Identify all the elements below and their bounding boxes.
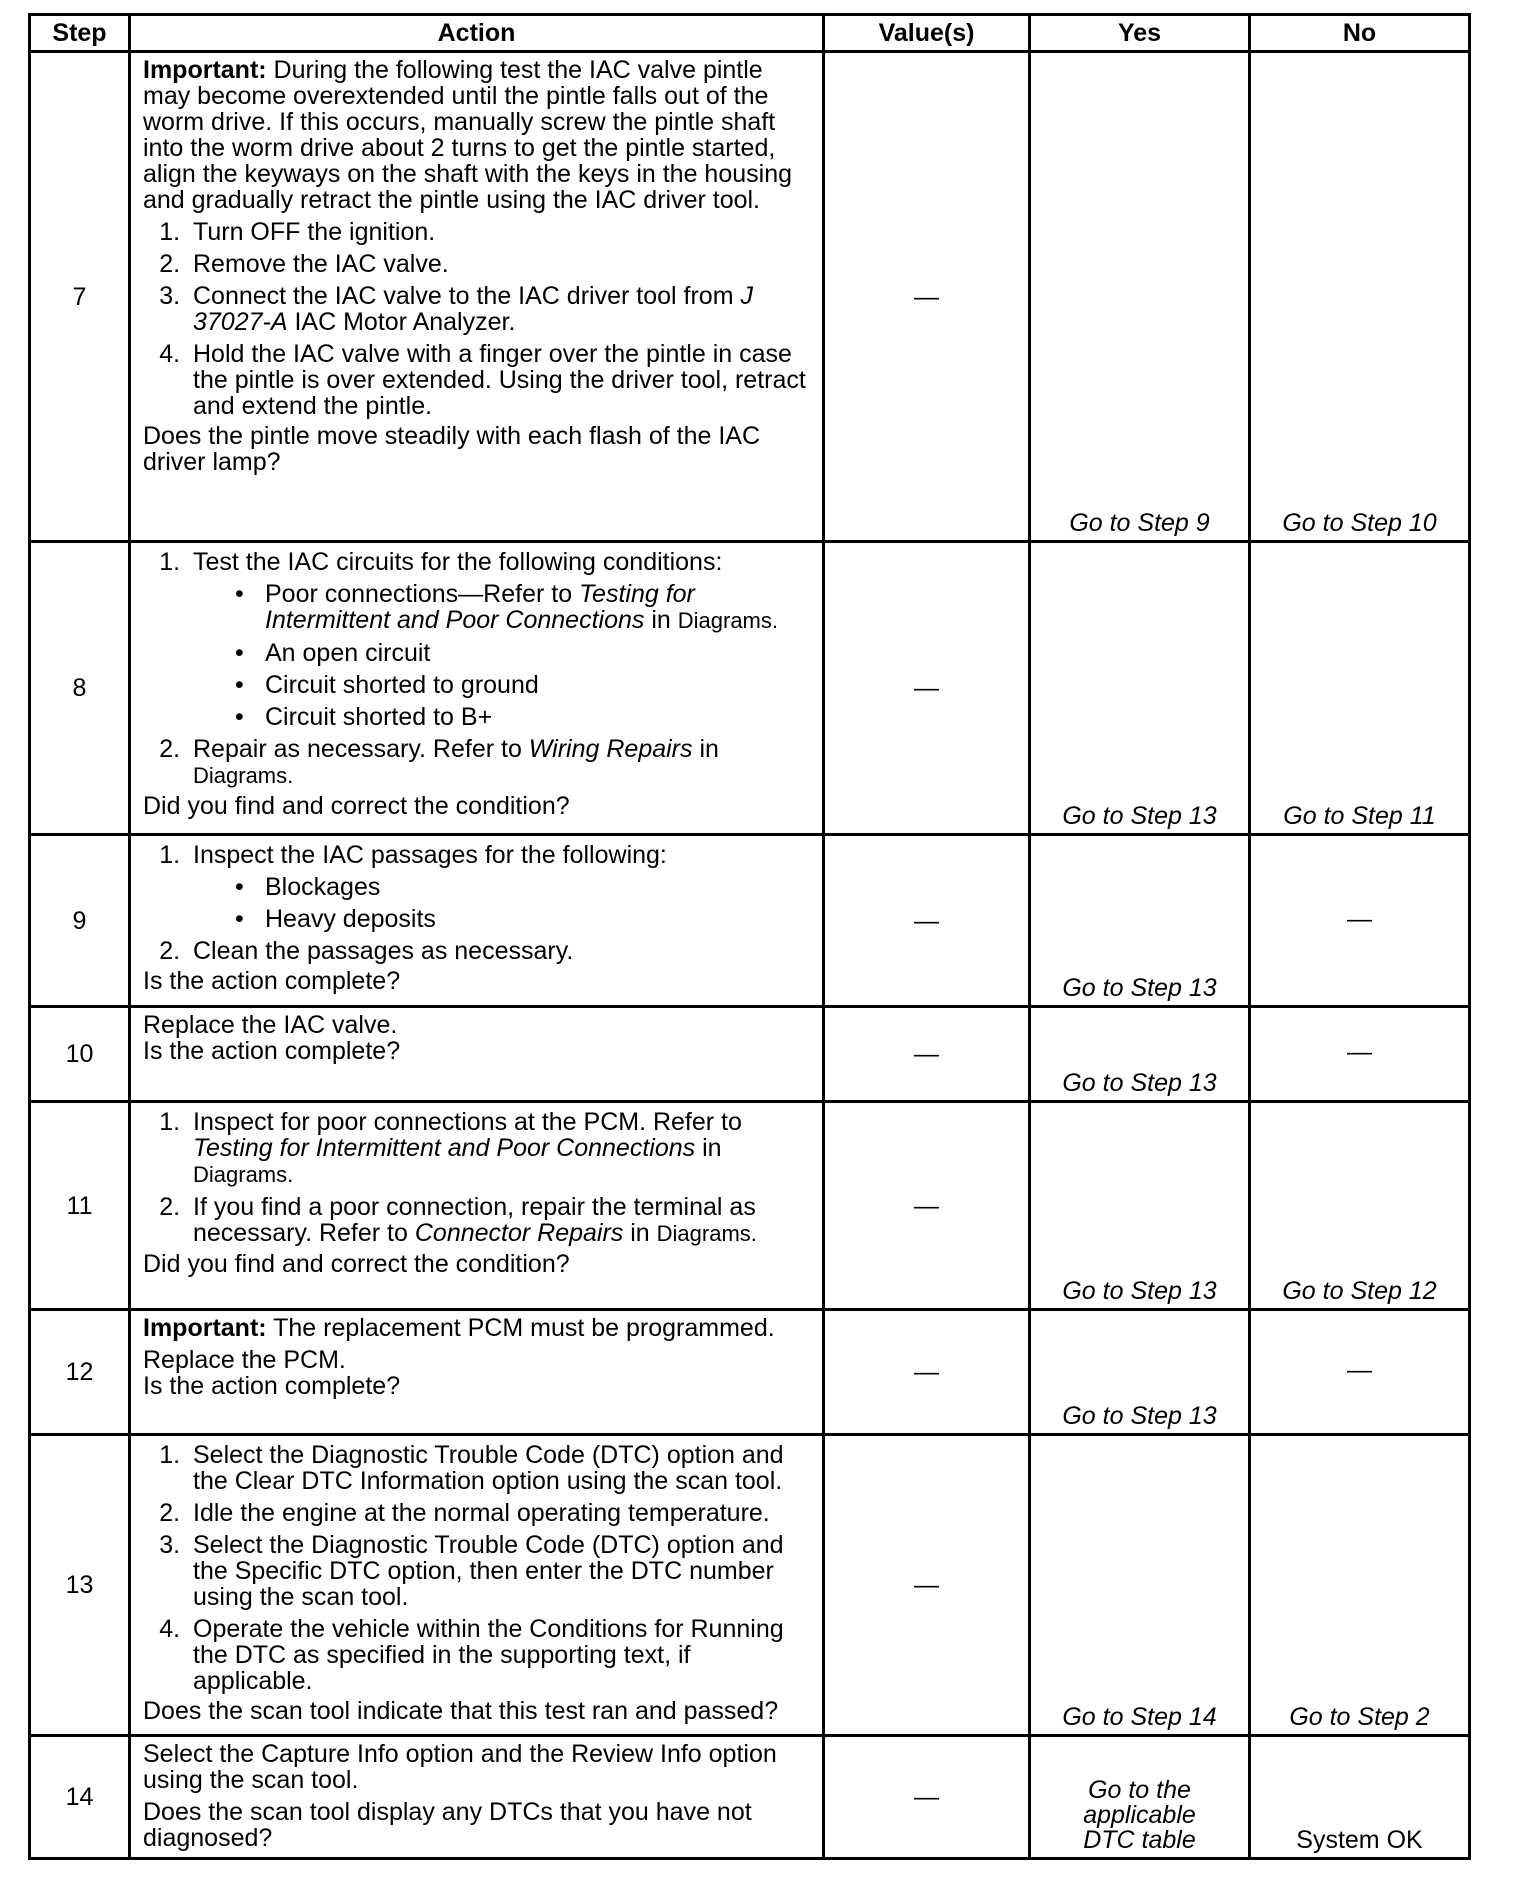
yes-goto-link[interactable]: Go to Step 13 xyxy=(1062,1277,1217,1305)
step-number: 13 xyxy=(30,1435,130,1736)
table-row xyxy=(30,1310,1470,1435)
yes-goto-link[interactable]: Go to Step 13 xyxy=(1062,1402,1217,1430)
no-cell xyxy=(1250,542,1470,835)
value-cell: — xyxy=(824,1435,1030,1736)
bullet-item: • Circuit shorted to ground xyxy=(259,672,814,698)
table-row xyxy=(30,1435,1470,1736)
table-row xyxy=(30,1007,1470,1102)
question: Did you find and correct the condition? xyxy=(143,1250,570,1278)
important-note: Important: The replacement PCM must be programmed. xyxy=(143,1314,775,1342)
header-action: Action xyxy=(130,15,824,52)
action-text: Replace the PCM. xyxy=(143,1346,346,1374)
yes-cell xyxy=(1030,1736,1250,1859)
step-list xyxy=(143,1109,814,1247)
list-item: 1. Inspect the IAC passages for the following: • Blockages • Heavy deposits xyxy=(187,842,814,932)
action-text: Replace the IAC valve. xyxy=(143,1011,398,1039)
action-cell xyxy=(130,1102,824,1310)
action-cell xyxy=(130,1310,824,1435)
no-cell xyxy=(1250,1736,1470,1859)
list-item: 1. Turn OFF the ignition. xyxy=(187,219,814,245)
yes-cell xyxy=(1030,52,1250,542)
no-cell: — xyxy=(1250,1310,1470,1435)
step-number: 8 xyxy=(30,542,130,835)
list-item: 2. Clean the passages as necessary. xyxy=(187,938,814,964)
no-goto-link[interactable]: Go to Step 11 xyxy=(1283,802,1436,830)
yes-goto-link[interactable]: Go to Step 9 xyxy=(1069,509,1210,537)
yes-goto-link[interactable]: Go to Step 13 xyxy=(1062,974,1217,1002)
step-list xyxy=(143,1442,814,1694)
step-list xyxy=(143,549,814,789)
list-item: 2. Idle the engine at the normal operating temperature. xyxy=(187,1500,814,1526)
question: Is the action complete? xyxy=(143,967,401,995)
action-cell xyxy=(130,1736,824,1859)
action-cell xyxy=(130,835,824,1007)
value-cell: — xyxy=(824,52,1030,542)
important-label: Important: xyxy=(143,56,267,84)
action-cell xyxy=(130,1007,824,1102)
important-label: Important: xyxy=(143,1314,267,1342)
yes-goto-link[interactable]: Go to Step 13 xyxy=(1062,1069,1217,1097)
no-cell xyxy=(1250,52,1470,542)
list-item: 2. If you find a poor connection, repair the terminal as necessary. Refer to Connector Repairs in Diagrams. xyxy=(187,1194,814,1247)
header-no: No xyxy=(1250,15,1470,52)
list-item: 2. Remove the IAC valve. xyxy=(187,251,814,277)
action-cell xyxy=(130,542,824,835)
doc-reference: Wiring Repairs xyxy=(528,735,693,763)
yes-cell xyxy=(1030,1310,1250,1435)
tool-reference: J 37027-A xyxy=(193,282,753,336)
list-item: 1. Select the Diagnostic Trouble Code (DTC) option and the Clear DTC Information option using the scan tool. xyxy=(187,1442,814,1494)
bullet-list xyxy=(193,581,814,730)
yes-cell xyxy=(1030,835,1250,1007)
question: Does the scan tool display any DTCs that you have not diagnosed? xyxy=(143,1798,752,1852)
step-number: 7 xyxy=(30,52,130,542)
yes-goto-link[interactable]: Go to Step 13 xyxy=(1062,802,1217,830)
bullet-item: • Heavy deposits xyxy=(259,906,814,932)
header-yes: Yes xyxy=(1030,15,1250,52)
no-cell: — xyxy=(1250,835,1470,1007)
yes-cell xyxy=(1030,1007,1250,1102)
bullet-item: • Poor connections—Refer to Testing for Intermittent and Poor Connections in Diagrams. xyxy=(259,581,814,634)
action-cell xyxy=(130,1435,824,1736)
bullet-item: • An open circuit xyxy=(259,640,814,666)
question: Did you find and correct the condition? xyxy=(143,792,570,820)
list-item: 4. Operate the vehicle within the Conditions for Running the DTC as specified in the supporting text, if applicable. xyxy=(187,1616,814,1694)
value-cell: — xyxy=(824,1102,1030,1310)
list-item: 3. Connect the IAC valve to the IAC driver tool from J 37027-A IAC Motor Analyzer. xyxy=(187,283,814,335)
no-goto-link[interactable]: Go to Step 12 xyxy=(1282,1277,1437,1305)
important-note: Important: During the following test the IAC valve pintle may become overextended until the pintle falls out of the worm drive. If this occurs, manually screw the pintle shaft into the worm drive about 2 turns to get the pintle started, align the keyways on the shaft with the keys in the housing and gradually retract the pintle using the IAC driver tool. xyxy=(143,56,792,214)
value-cell: — xyxy=(824,542,1030,835)
action-cell xyxy=(130,52,824,542)
doc-reference: Connector Repairs xyxy=(414,1219,624,1247)
list-item: 4. Hold the IAC valve with a finger over the pintle in case the pintle is over extended. Using the driver tool, retract and extend the pintle. xyxy=(187,341,814,419)
list-item: 3. Select the Diagnostic Trouble Code (DTC) option and the Specific DTC option, then enter the DTC number using the scan tool. xyxy=(187,1532,814,1610)
yes-cell xyxy=(1030,1435,1250,1736)
table-row xyxy=(30,1102,1470,1310)
step-number: 11 xyxy=(30,1102,130,1310)
header-row xyxy=(30,15,1470,52)
system-ok-label: System OK xyxy=(1296,1826,1423,1854)
yes-cell xyxy=(1030,542,1250,835)
doc-reference: Testing for Intermittent and Poor Connections xyxy=(265,580,695,634)
no-cell xyxy=(1250,1102,1470,1310)
value-cell: — xyxy=(824,835,1030,1007)
step-number: 12 xyxy=(30,1310,130,1435)
question: Is the action complete? xyxy=(143,1037,401,1065)
diagnostic-table xyxy=(28,13,1471,1860)
step-number: 14 xyxy=(30,1736,130,1859)
bullet-list xyxy=(193,874,814,932)
question: Does the pintle move steadily with each flash of the IAC driver lamp? xyxy=(143,422,760,476)
bullet-item: • Circuit shorted to B+ xyxy=(259,704,814,730)
step-list xyxy=(143,842,814,964)
value-cell: — xyxy=(824,1007,1030,1102)
header-step: Step xyxy=(30,15,130,52)
list-item: 1. Inspect for poor connections at the PCM. Refer to Testing for Intermittent and Poor Connections in Diagrams. xyxy=(187,1109,814,1188)
yes-goto-link[interactable]: Go to the applicable DTC table xyxy=(1083,1776,1196,1854)
value-cell: — xyxy=(824,1736,1030,1859)
no-cell: — xyxy=(1250,1007,1470,1102)
table-row xyxy=(30,835,1470,1007)
bullet-item: • Blockages xyxy=(259,874,814,900)
table-row xyxy=(30,542,1470,835)
table-row xyxy=(30,52,1470,542)
no-cell xyxy=(1250,1435,1470,1736)
action-text: Select the Capture Info option and the Review Info option using the scan tool. xyxy=(143,1740,777,1794)
table-row xyxy=(30,1736,1470,1859)
question: Does the scan tool indicate that this test ran and passed? xyxy=(143,1697,779,1725)
no-goto-link[interactable]: Go to Step 2 xyxy=(1289,1703,1430,1731)
yes-goto-link[interactable]: Go to Step 14 xyxy=(1062,1703,1217,1731)
list-item: 2. Repair as necessary. Refer to Wiring Repairs in Diagrams. xyxy=(187,736,814,789)
header-values: Value(s) xyxy=(824,15,1030,52)
no-goto-link[interactable]: Go to Step 10 xyxy=(1282,509,1437,537)
step-list xyxy=(143,219,814,419)
step-number: 10 xyxy=(30,1007,130,1102)
step-number: 9 xyxy=(30,835,130,1007)
list-item: 1. Test the IAC circuits for the following conditions: • Poor connections—Refer to Testing for Intermittent and Poor Connections in Diagrams. • An open circuit • Circuit shorted to ground • Circuit shorted to B+ xyxy=(187,549,814,730)
doc-reference: Testing for Intermittent and Poor Connections xyxy=(193,1134,696,1162)
value-cell: — xyxy=(824,1310,1030,1435)
question: Is the action complete? xyxy=(143,1372,401,1400)
yes-cell xyxy=(1030,1102,1250,1310)
